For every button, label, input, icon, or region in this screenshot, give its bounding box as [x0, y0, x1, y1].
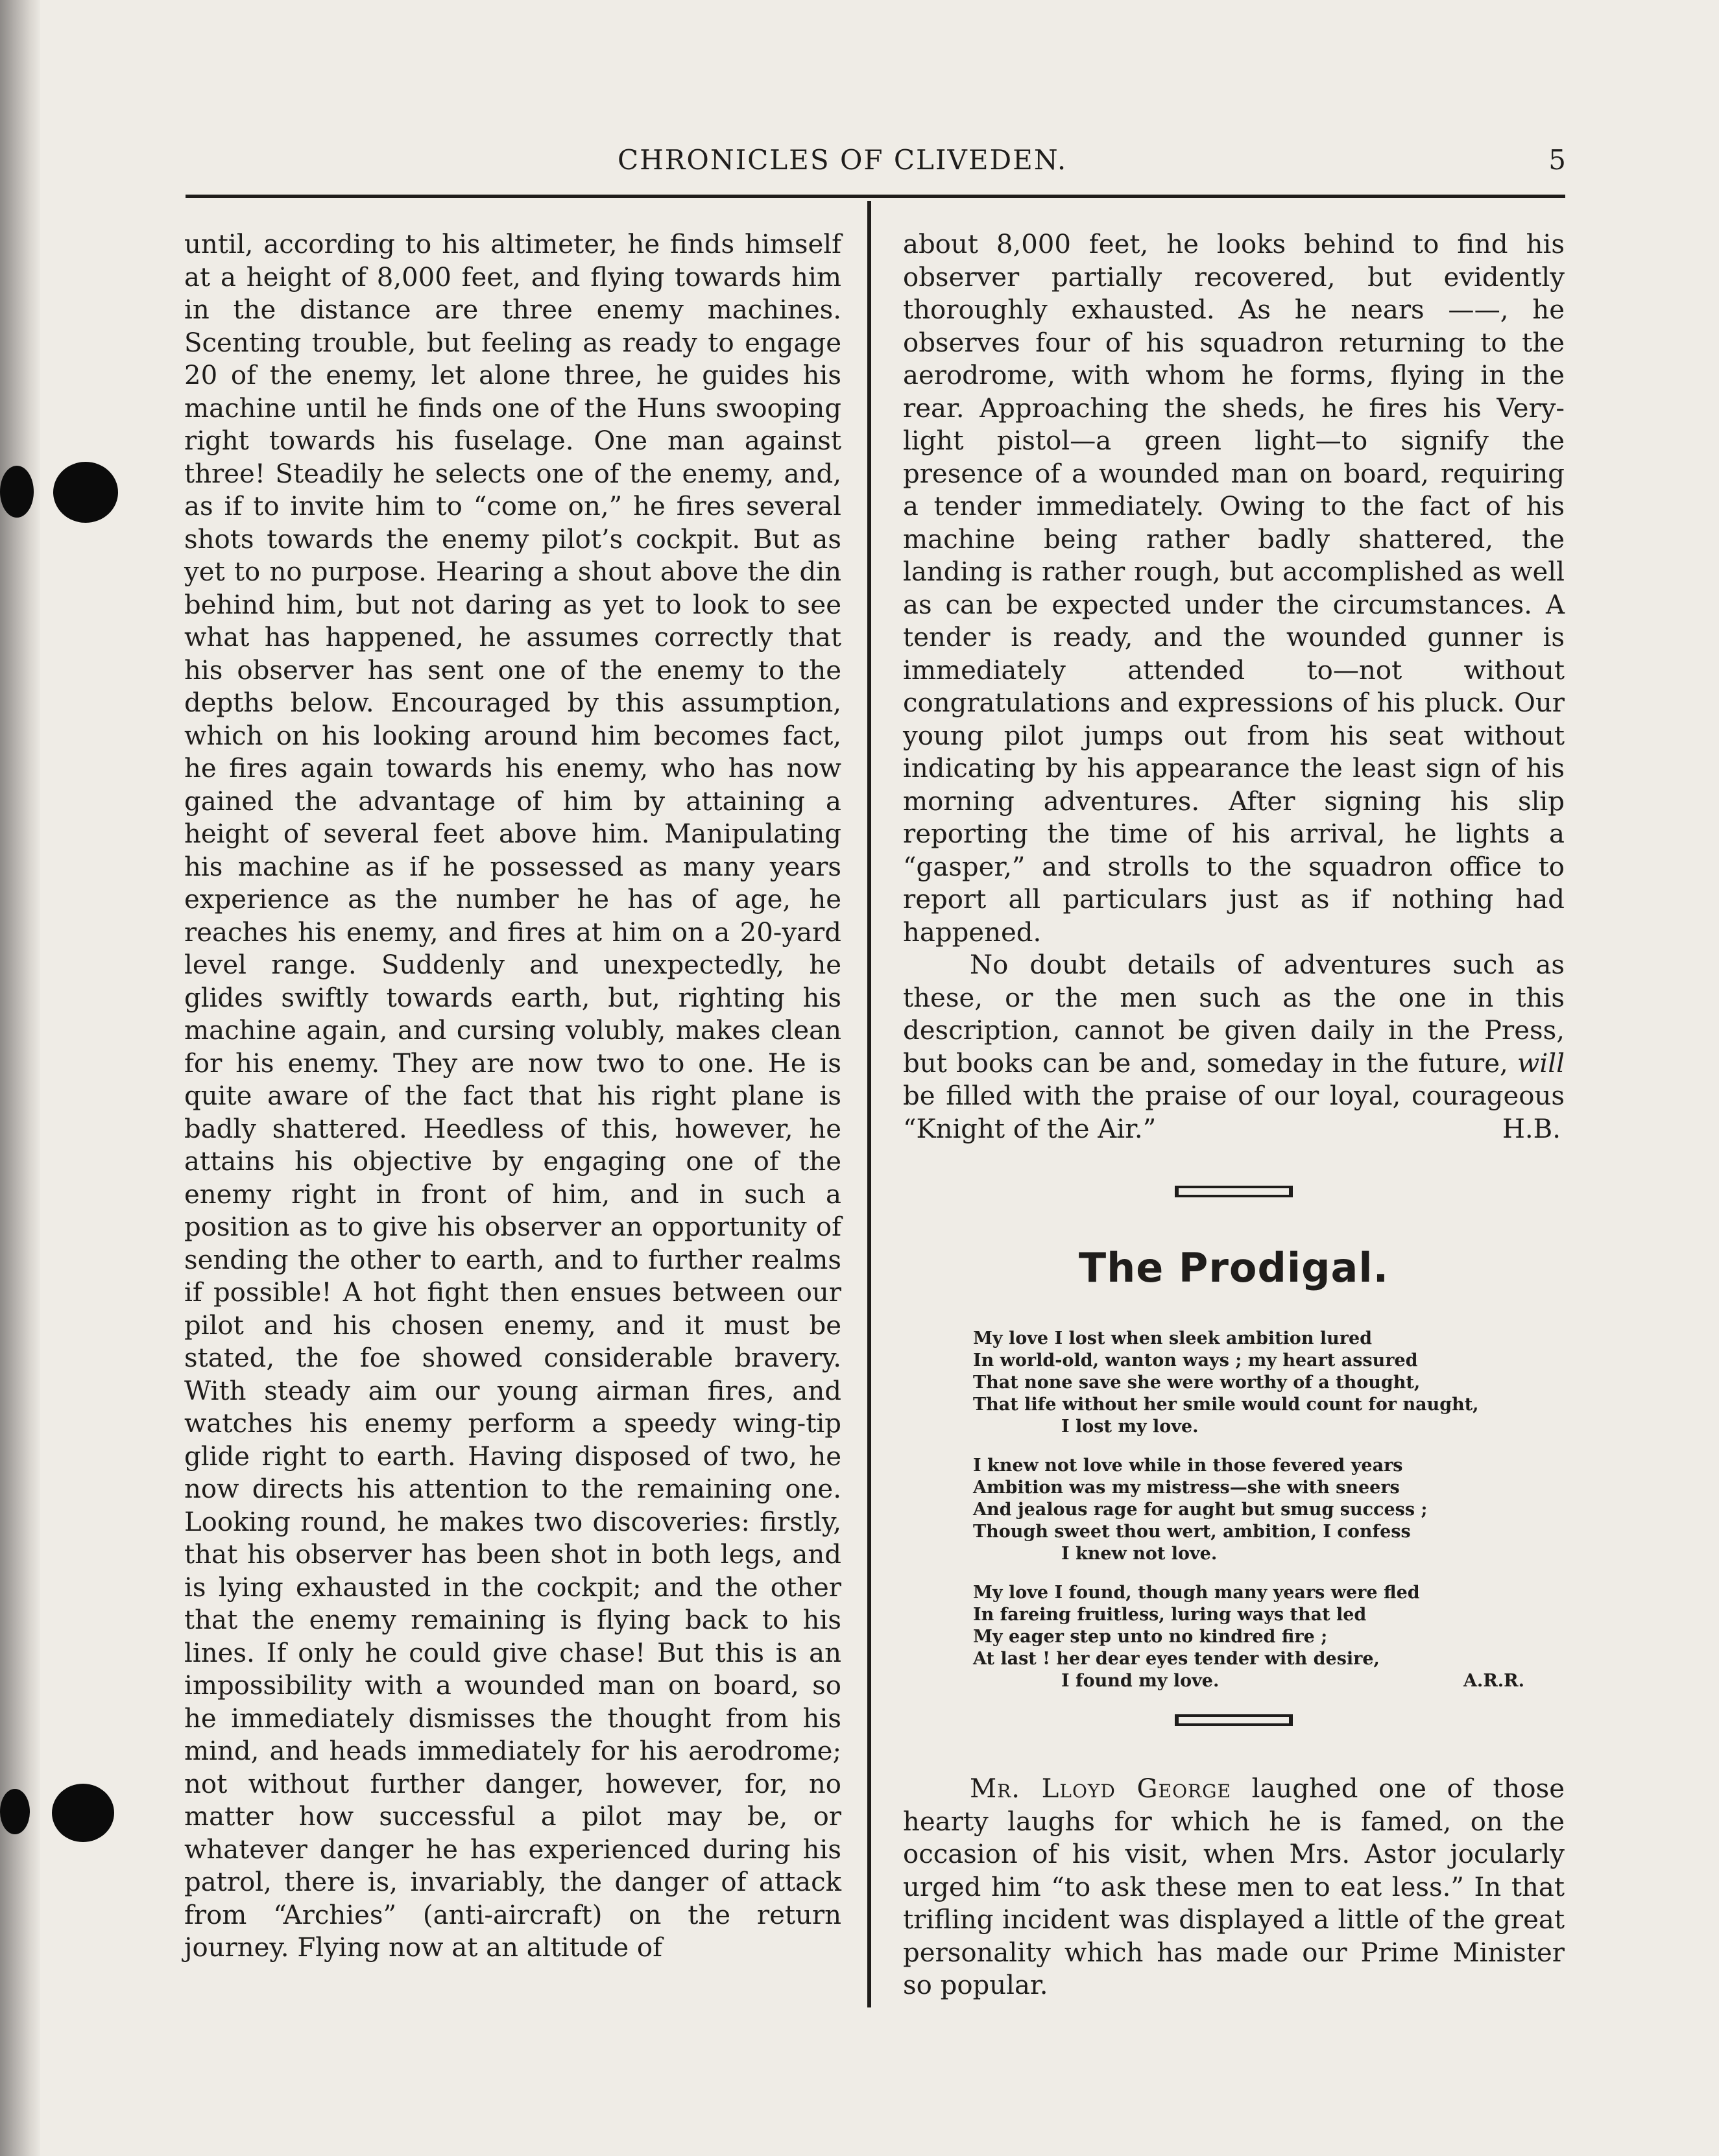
binding-hole-lower — [52, 1784, 114, 1842]
header-rule — [186, 195, 1565, 198]
poem-line: And jealous rage for aught but smug success ; — [973, 1500, 1428, 1520]
conclusion-text-b: be filled with the praise of our loyal, courageous “Knight of the Air.” — [903, 1081, 1565, 1144]
section-divider-bottom — [1175, 1714, 1293, 1726]
section-divider-top — [1175, 1186, 1293, 1197]
poem-line: In world-old, wanton ways ; my heart assured — [973, 1350, 1418, 1371]
article-paragraph-continued: until, according to his altimeter, he finds himself at a height of 8,000 feet, and flying towards him in the distance are three enemy machines. Scenting trouble, but feeling as ready to engage 20 of the enemy, let alone three, he guides his machine until he finds one of the Huns swooping right towards his fuselage. One man against three! Steadily he selects one of the enemy, and, as if to invite him to “come on,” he fires several shots towards the enemy pilot’s cockpit. But as yet to no purpose. Hearing a shout above the din behind him, but not daring as yet to look to see what has happened, he assumes correctly that his observer has sent one of the enemy to the depths below. Encouraged by this assumption, which on his looking around him becomes fact, he fires again towards his enemy, who has now gained the advantage of him by attaining a height of several feet above him. Manipulating his machine as if he possessed as many years experience as the number he has of age, he reaches his enemy, and fires at him on a 20-yard level range. Suddenly and unexpectedly, he glides swiftly towards earth, but, righting his machine again, and cursing volubly, makes clean for his enemy. They are now two to one. He is quite aware of the fact that his right plane is badly shattered. Heedless of this, however, he attains his objective by engaging one of the enemy right in front of him, and in such a position as to give his observer an opportunity of sending the other to earth, and to further realms if possible! A hot fight then ensues between our pilot and his chosen enemy, and it must be stated, the foe showed considerable bravery. With steady aim our young airman fires, and watches his enemy perform a speedy wing-tip glide right to earth. Having disposed of two, he now directs his attention to the remaining one. Looking round, he makes two discoveries: firstly, that his observer has been shot in both legs, and is lying exhausted in the cockpit; and the other that the enemy remaining is flying back to his lines. If only he could give chase! But this is an impossibility with a wounded man on board, so he immediately dismisses the thought from his mind, and heads immediately for his aerodrome; not without further danger, however, for, no matter how successful a pilot may be, or whatever danger he has experienced during his patrol, there is, invariably, the danger of attack from “Archies” (anti-aircraft) on the return journey. Flying now at an altitude of — [184, 230, 841, 1963]
poem-line: My eager step unto no kindred fire ; — [973, 1627, 1328, 1647]
poem-refrain: I knew not love. — [1061, 1544, 1218, 1564]
poem-line: At last ! her dear eyes tender with desire, — [973, 1649, 1380, 1669]
article-paragraph-conclusion — [903, 949, 1565, 1145]
poem-refrain-text: I found my love. — [1061, 1671, 1220, 1691]
lloyd-george-name: Mr. Lloyd George — [970, 1774, 1231, 1804]
poem-line: My love I lost when sleek ambition lured — [973, 1328, 1373, 1348]
poem-stanza-2 — [973, 1455, 1524, 1565]
poem — [973, 1328, 1524, 1692]
poem-line: Ambition was my mistress—she with sneers — [973, 1478, 1400, 1498]
poem-refrain — [973, 1670, 1524, 1692]
binding-hole-upper — [53, 462, 118, 523]
right-column — [903, 228, 1565, 2002]
left-column — [184, 228, 841, 1965]
poem-line: I knew not love while in those fevered years — [973, 1455, 1403, 1476]
conclusion-text-a: No doubt details of adventures such as these, or the men such as the one in this description, cannot be given daily in the Press, but books can be and, someday in the future, — [903, 950, 1565, 1079]
poem-line: My love I found, though many years were fled — [973, 1583, 1420, 1603]
poem-stanza-1 — [973, 1328, 1524, 1438]
binding-hole-upper-edge — [0, 466, 34, 518]
lloyd-george-text: laughed one of those hearty laughs for which he is famed, on the occasion of his visit, when Mrs. Astor jocularly urged him “to ask these men to eat less.” In that trifling incident was displayed a little of the great personality which has made our Prime Minister so popular. — [903, 1774, 1565, 2000]
column-rule — [867, 201, 871, 2007]
binding-hole-lower-edge — [0, 1789, 30, 1834]
poem-refrain: I lost my love. — [1061, 1417, 1199, 1437]
poem-line: In fareing fruitless, luring ways that led — [973, 1605, 1367, 1625]
running-title: CHRONICLES OF CLIVEDEN. — [618, 144, 1068, 176]
conclusion-emphasis: will — [1517, 1048, 1565, 1079]
article-paragraph-landing: about 8,000 feet, he looks behind to find his observer partially recovered, but evidently thoroughly exhausted. As he nears ——, he observes four of his squadron returning to the aerodrome, with whom he forms, flying in the rear. Approaching the sheds, he fires his Very-light pistol—a green light—to signify the presence of a wounded man on board, requiring a tender immediately. Owing to the fact of his machine being rather badly shattered, the landing is rather rough, but accomplished as well as can be expected under the circumstances. A tender is ready, and the wounded gunner is immediately attended to—not without congratulations and expressions of his pluck. Our young pilot jumps out from his seat without indicating by his appearance the least sign of his morning adventures. After signing his slip reporting the time of his arrival, he lights a “gasper,” and strolls to the squadron office to report all particulars just as if nothing had happened. — [903, 230, 1565, 948]
poem-line: That life without her smile would count for naught, — [973, 1395, 1479, 1415]
poem-line: Though sweet thou wert, ambition, I confess — [973, 1522, 1411, 1542]
poem-title: The Prodigal. — [1078, 1244, 1389, 1291]
poem-signature: A.R.R. — [1463, 1671, 1524, 1691]
article-signature: H.B. — [1502, 1114, 1561, 1144]
article-paragraph-lloyd-george — [903, 1773, 1565, 2002]
page-number: 5 — [1548, 144, 1566, 176]
poem-stanza-3 — [973, 1582, 1524, 1692]
poem-line: That none save she were worthy of a thought, — [973, 1372, 1421, 1393]
page-header — [182, 144, 1570, 183]
